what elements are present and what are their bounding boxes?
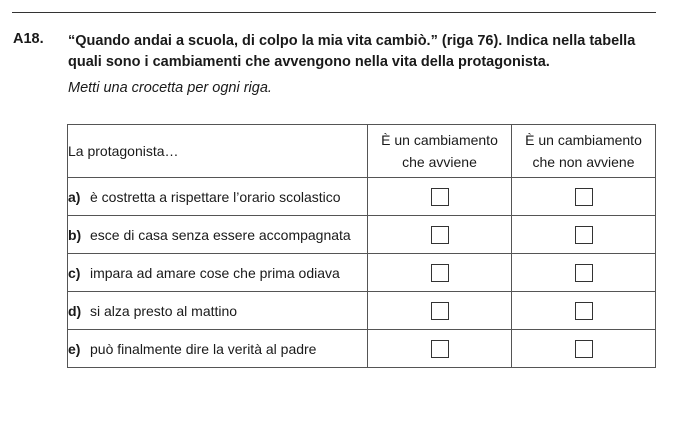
header-change-happens: È un cambiamento che avviene bbox=[368, 125, 512, 178]
cell-not-happens bbox=[512, 330, 656, 368]
row-statement bbox=[68, 254, 368, 292]
cell-not-happens bbox=[512, 178, 656, 216]
checkbox-c-not-happens[interactable] bbox=[575, 264, 593, 282]
checkbox-b-not-happens[interactable] bbox=[575, 226, 593, 244]
row-text: esce di casa senza essere accompagnata bbox=[90, 226, 351, 243]
cell-not-happens bbox=[512, 254, 656, 292]
checkbox-a-happens[interactable] bbox=[431, 188, 449, 206]
row-letter: c) bbox=[68, 264, 81, 281]
row-letter: e) bbox=[68, 340, 81, 357]
row-statement bbox=[68, 178, 368, 216]
cell-happens bbox=[368, 254, 512, 292]
row-statement bbox=[68, 292, 368, 330]
checkbox-e-happens[interactable] bbox=[431, 340, 449, 358]
question-instruction: Metti una crocetta per ogni riga. bbox=[68, 80, 272, 96]
cell-happens bbox=[368, 330, 512, 368]
question-text: “Quando andai a scuola, di colpo la mia vita cambiò.” (riga 76). Indica nella tabella quali sono i cambiamenti che avvengono nella vita della protagonista. bbox=[68, 33, 636, 70]
table-row bbox=[68, 178, 656, 216]
cell-happens bbox=[368, 292, 512, 330]
row-text: può finalmente dire la verità al padre bbox=[90, 340, 317, 357]
checkbox-c-happens[interactable] bbox=[431, 264, 449, 282]
table-row bbox=[68, 292, 656, 330]
cell-not-happens bbox=[512, 216, 656, 254]
top-rule bbox=[12, 12, 656, 13]
cell-happens bbox=[368, 178, 512, 216]
checkbox-d-not-happens[interactable] bbox=[575, 302, 593, 320]
cell-happens bbox=[368, 216, 512, 254]
header-subject: La protagonista… bbox=[68, 125, 368, 178]
table-row bbox=[68, 254, 656, 292]
table-header-row bbox=[68, 125, 656, 178]
checkbox-e-not-happens[interactable] bbox=[575, 340, 593, 358]
row-text: si alza presto al mattino bbox=[90, 302, 238, 319]
checkbox-b-happens[interactable] bbox=[431, 226, 449, 244]
table-row bbox=[68, 330, 656, 368]
checkbox-d-happens[interactable] bbox=[431, 302, 449, 320]
answer-table bbox=[67, 124, 656, 368]
row-statement bbox=[68, 330, 368, 368]
header-change-not-happens: È un cambiamento che non avviene bbox=[512, 125, 656, 178]
row-letter: b) bbox=[68, 226, 82, 243]
row-letter: a) bbox=[68, 188, 81, 205]
row-text: è costretta a rispettare l’orario scolastico bbox=[90, 188, 341, 205]
row-letter: d) bbox=[68, 302, 82, 319]
checkbox-a-not-happens[interactable] bbox=[575, 188, 593, 206]
row-text: impara ad amare cose che prima odiava bbox=[90, 264, 340, 281]
table-row bbox=[68, 216, 656, 254]
row-statement bbox=[68, 216, 368, 254]
cell-not-happens bbox=[512, 292, 656, 330]
question-number: A18. bbox=[13, 31, 44, 47]
